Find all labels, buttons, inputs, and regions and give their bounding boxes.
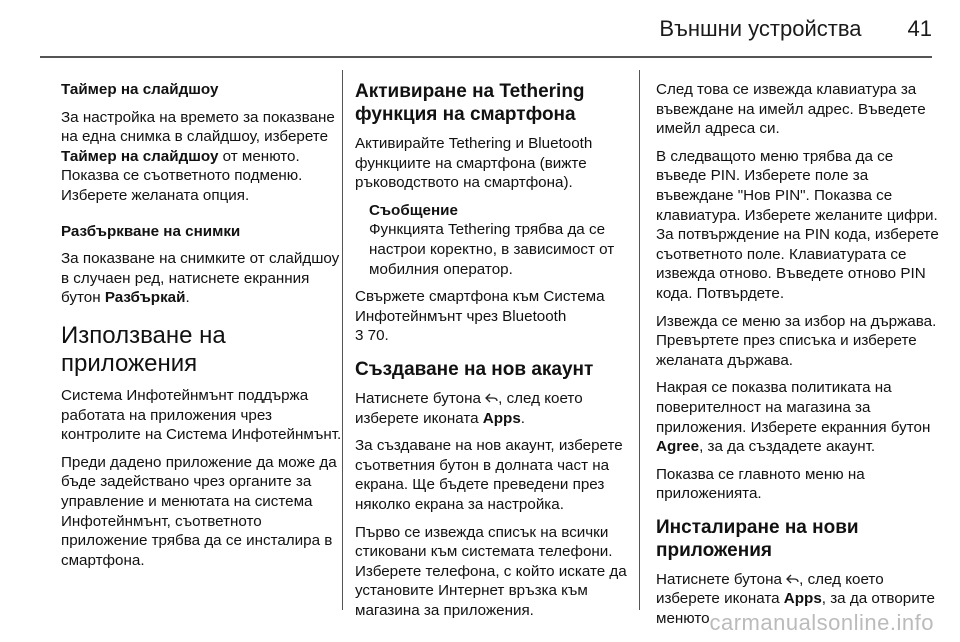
text-run: Свържете смартфона към Система Инфотейнмънт чрез Bluetooth (355, 288, 605, 325)
new-account-heading: Създаване на нов акаунт (355, 358, 594, 380)
page-header (0, 16, 932, 42)
text-run: Натиснете бутона (656, 570, 787, 588)
slideshow-timer-text (61, 108, 346, 206)
column-3 (656, 80, 942, 637)
back-arrow-icon (786, 571, 799, 582)
account-text-2: За създаване на нов акаунт, изберете съответния бутон в долната част на екрана. Ще бъдете преведени през няколко екрана за настройка. (355, 437, 623, 513)
shuffle-heading: Разбъркване на снимки (61, 222, 241, 240)
header-rule (40, 56, 932, 58)
email-text: След това се извежда клавиатура за въвеждане на имейл адрес. Въведете имейл адреса си. (656, 81, 926, 138)
tethering-text: Активирайте Tethering и Bluetooth функциите на смартфона (вижте ръководството на смартфона). (355, 135, 593, 192)
install-apps-heading: Инсталиране на нови приложения (656, 516, 859, 561)
privacy-text (656, 378, 942, 456)
account-text-1 (355, 389, 637, 428)
apps-term: Apps (482, 409, 521, 427)
note-text: Функцията Tethering трябва да се настрои коректно, в зависимост от мобилния оператор. (369, 221, 615, 278)
note-block (369, 201, 637, 279)
apps-text-1: Система Инфотейнмънт поддържа работата на приложения чрез контролите на Система Инфотейнмънт. (61, 386, 342, 444)
header-title: Външни устройства (659, 16, 862, 41)
account-text-3: Първо се извежда списък на всички стиковани към системата телефони. Изберете телефона, с който искате да установите Интернет връзка към магазина за приложения. (355, 523, 627, 619)
watermark: carmanualsonline.info (709, 610, 934, 635)
column-2 (355, 80, 637, 628)
slideshow-timer-heading: Таймер на слайдшоу (61, 81, 219, 98)
text-run: , за да създадете акаунт. (699, 438, 876, 456)
text-run: . (185, 289, 190, 307)
column-divider-2 (639, 70, 640, 610)
text-run: . (520, 409, 525, 427)
text-run: , след което изберете иконата (355, 389, 583, 427)
column-1 (61, 80, 346, 578)
shuffle-text (61, 249, 346, 308)
main-menu-text: Показва се главното меню на приложенията. (656, 465, 865, 503)
text-run: , след което изберете иконата (656, 570, 884, 608)
connect-text (355, 287, 637, 346)
note-title: Съобщение (369, 201, 458, 219)
text-run: Накрая се показва политиката на поверителност на магазина за приложения. Изберете екранния бутон (656, 379, 931, 436)
page-number: 41 (907, 16, 932, 41)
apps-term: Apps (783, 590, 822, 608)
back-arrow-icon (485, 390, 498, 401)
text-run: Натиснете бутона (355, 389, 486, 407)
tethering-heading: Активиране на Tethering функция на смартфона (355, 81, 585, 125)
apps-text-2: Преди дадено приложение да може да бъде задействано чрез органите за управление и менютата на система Инфотейнмънт, съответното приложение трябва да се инсталира в смартфона. (61, 453, 337, 569)
pin-text: В следващото меню трябва да се въведе PIN. Изберете поле за въвеждане "Нов PIN". Показва се клавиатура. Изберете желаните цифри. За потвърждение на PIN кода, изберете съответното поле. Клавиатурата се извежда отново. Въведете отново PIN кода. Потвърдете. (656, 147, 939, 302)
using-apps-heading: Използване на приложения (61, 321, 226, 377)
text-run: , за да отворите менюто. (656, 590, 935, 628)
text-run: от менюто. Показва се съответното подменю. Изберете желаната опция. (61, 147, 303, 204)
country-text: Извежда се меню за избор на държава. Превъртете през списъка и изберете желаната държава. (656, 312, 937, 369)
text-run: За показване на снимките от слайдшоу в случаен ред, натиснете екранния бутон (61, 250, 340, 307)
text-run: За настройка на времето за показване на една снимка в слайдшоу, изберете (61, 108, 335, 146)
page-reference: 3 70. (355, 327, 389, 345)
slideshow-timer-term: Таймер на слайдшоу (61, 147, 219, 165)
agree-term: Agree (656, 438, 700, 456)
shuffle-term: Разбъркай (104, 289, 186, 307)
